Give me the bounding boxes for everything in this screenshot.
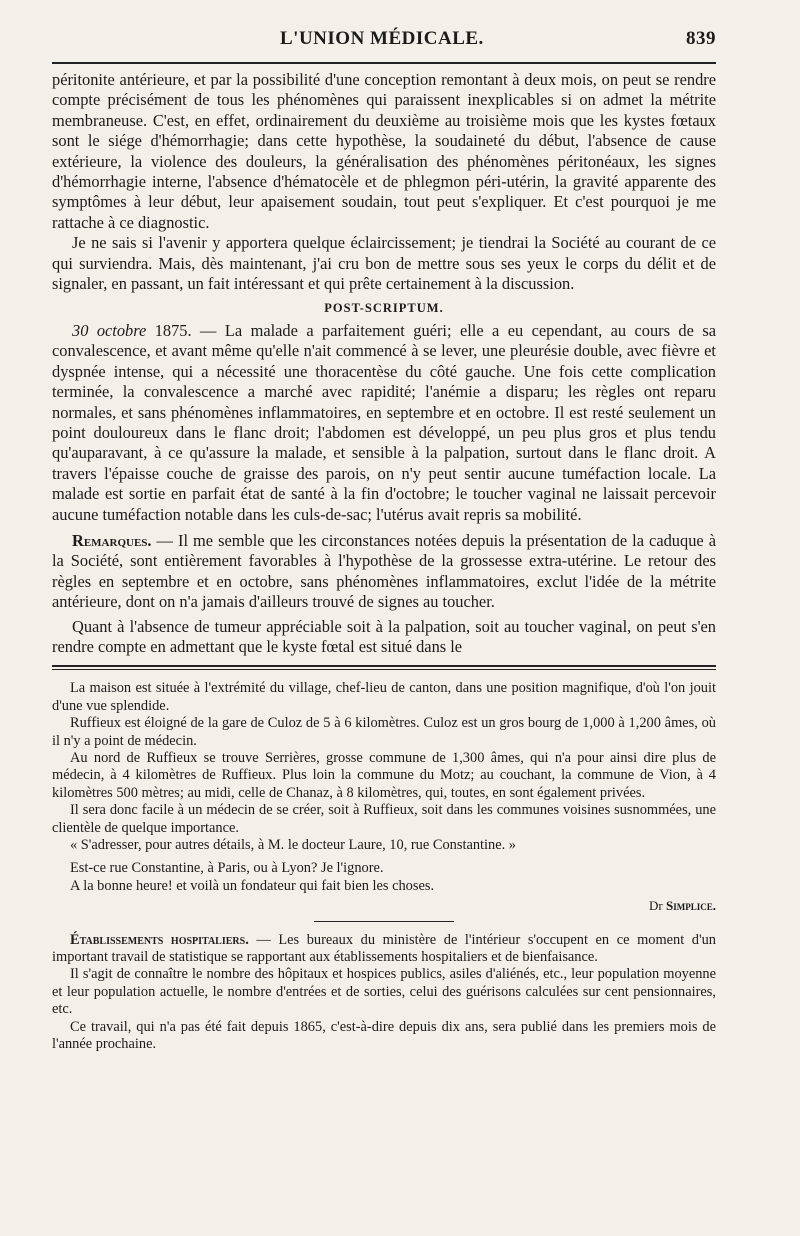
divider-line-thick	[52, 665, 716, 667]
lower-paragraph-2: Ruffieux est éloigné de la gare de Culoz de 5 à 6 kilomètres. Culoz est un gros bourg de 1,000 à 1,200 âmes, où il n'y a point de médecin.	[52, 715, 716, 749]
lower-paragraph-7: A la bonne heure! et voilà un fondateur qui fait bien les choses.	[70, 877, 435, 894]
running-header	[52, 28, 716, 60]
article-last-paragraph: Quant à l'absence de tumeur appréciable soit à la palpation, soit au toucher vaginal, on peut s'en rendre compte en admettant que le kyste fœtal est situé dans le	[52, 616, 716, 656]
etablissements-paragraph	[52, 932, 716, 967]
header-rule	[52, 62, 716, 64]
postscript-date-year: 1875.	[154, 320, 192, 340]
lower-paragraph-6: Est-ce rue Constantine, à Paris, ou à Lyon? Je l'ignore.	[70, 860, 384, 877]
etablissements-label: Établissements hospitaliers.	[70, 931, 249, 948]
signature-prefix: Dr	[649, 898, 663, 914]
article-body	[52, 70, 716, 657]
page-number: 839	[686, 28, 716, 49]
remarques-paragraph	[52, 531, 716, 613]
postscript-title: POST-SCRIPTUM.	[324, 301, 444, 316]
short-divider	[314, 921, 454, 922]
lower-paragraph-4: Il sera donc facile à un médecin de se créer, soit à Ruffieux, soit dans les communes voisines susnommées, une clientèle de quelque importance.	[52, 802, 716, 836]
etablissements-text: — Les bureaux du ministère de l'intérieur s'occupent en ce moment d'un important travail de statistique se rapportant aux établissements hospitaliers et de bienfaisance.	[52, 931, 716, 966]
etablissements-paragraph-2: Il s'agit de connaître le nombre des hôpitaux et hospices publics, asiles d'aliénés, etc., leur population moyenne et leur population actuelle, le nombre d'entrées et de sorties, celui des guérisons calculées sur cent pensionnaires, etc.	[52, 966, 716, 1018]
article-paragraph-2: Je ne sais si l'avenir y apportera quelque éclaircissement; je tiendrai la Société au courant de ce qui surviendra. Mais, dès maintenant, j'ai cru bon de mettre sous ses yeux le corps du délit et de signaler, en passant, un fait intéressant et qui prête certainement à la discussion.	[52, 233, 716, 294]
signature	[52, 897, 716, 914]
lower-paragraph-5: « S'adresser, pour autres détails, à M. le docteur Laure, 10, rue Constantine. »	[70, 837, 516, 854]
postscript-date	[72, 321, 192, 340]
remarques-label: Remarques.	[72, 530, 152, 550]
signature-name: Simplice.	[666, 898, 716, 914]
postscript-paragraph	[52, 321, 716, 525]
lower-section	[52, 680, 716, 1053]
remarques-text: — Il me semble que les circonstances notées depuis la présentation de la caduque à la Société, sont entièrement favorables à l'hypothèse de la grossesse extra-utérine. Le retour des règles en septembre et en octobre, sans phénomènes inflammatoires, exclut l'idée de la métrite antérieure, dont on n'a jamais d'ailleurs trouvé de signes au toucher.	[52, 530, 716, 612]
postscript-text: — La malade a parfaitement guéri; elle a eu cependant, au cours de sa convalescence, et avant même qu'elle n'ait commencé à se lever, une pleurésie double, avec fièvre et dyspnée intense, qui a nécessité une thoracentèse du côté gauche. Une fois cette complication terminée, la convalescence a marché avec rapidité; l'anémie a disparu; les règles ont reparu normales, et sans phénomènes inflammatoires, en septembre et en octobre. Il est resté seulement un point douloureux dans le flanc droit; l'abdomen est développé, un peu plus gros et plus tendu qu'auparavant, à ce qu'assure la malade, et sensible à la palpation, surtout dans le flanc droit. A travers l'épaisse couche de graisse des parois, on n'y peut sentir aucune tuméfaction locale. La malade est sortie en parfait état de santé à la fin d'octobre; le toucher vaginal ne laissait percevoir aucune tuméfaction notable dans les culs-de-sac; l'utérus avait repris sa mobilité.	[52, 320, 716, 524]
journal-title: L'UNION MÉDICALE.	[280, 28, 484, 49]
section-divider	[52, 665, 716, 670]
article-paragraph-1: péritonite antérieure, et par la possibilité d'une conception remontant à deux mois, on peut se rendre compte précisément de tous les phénomènes qui paraissent inexplicables si on admet la métrite membraneuse. C'est, en effet, ordinairement du deuxième au troisième mois que les kystes fœtaux sont le siége d'hémorrhagie; dans cette hypothèse, la soudaineté du début, l'absence de cause extérieure, la violence des douleurs, la généralisation des phénomènes péritonéaux, les signes d'hémorrhagie interne, l'absence d'hématocèle et de phlegmon péri-utérin, la gravité apparente des symptômes à leur début, leur apaisement soudain, tout peut s'expliquer. Et c'est pourquoi je me rattache à ce diagnostic.	[52, 70, 716, 232]
journal-page	[52, 28, 716, 1054]
lower-paragraph-1: La maison est située à l'extrémité du village, chef-lieu de canton, dans une position magnifique, d'où l'on jouit d'une vue splendide.	[52, 680, 716, 714]
etablissements-paragraph-3: Ce travail, qui n'a pas été fait depuis 1865, c'est-à-dire depuis dix ans, sera publié dans les premiers mois de l'année prochaine.	[52, 1018, 716, 1053]
postscript-date-day: 30 octobre	[72, 320, 147, 340]
divider-line-thin	[52, 669, 716, 670]
lower-paragraph-3: Au nord de Ruffieux se trouve Serrières, grosse commune de 1,300 âmes, qui n'a pour ainsi dire plus de médecin, à 4 kilomètres de Ruffieux. Plus loin la commune du Motz; au couchant, la commune de Vion, à 4 kilomètres 500 mètres; au midi, celle de Chanaz, à 8 kilomètres, qui, toutes, en sont également privées.	[52, 750, 716, 801]
